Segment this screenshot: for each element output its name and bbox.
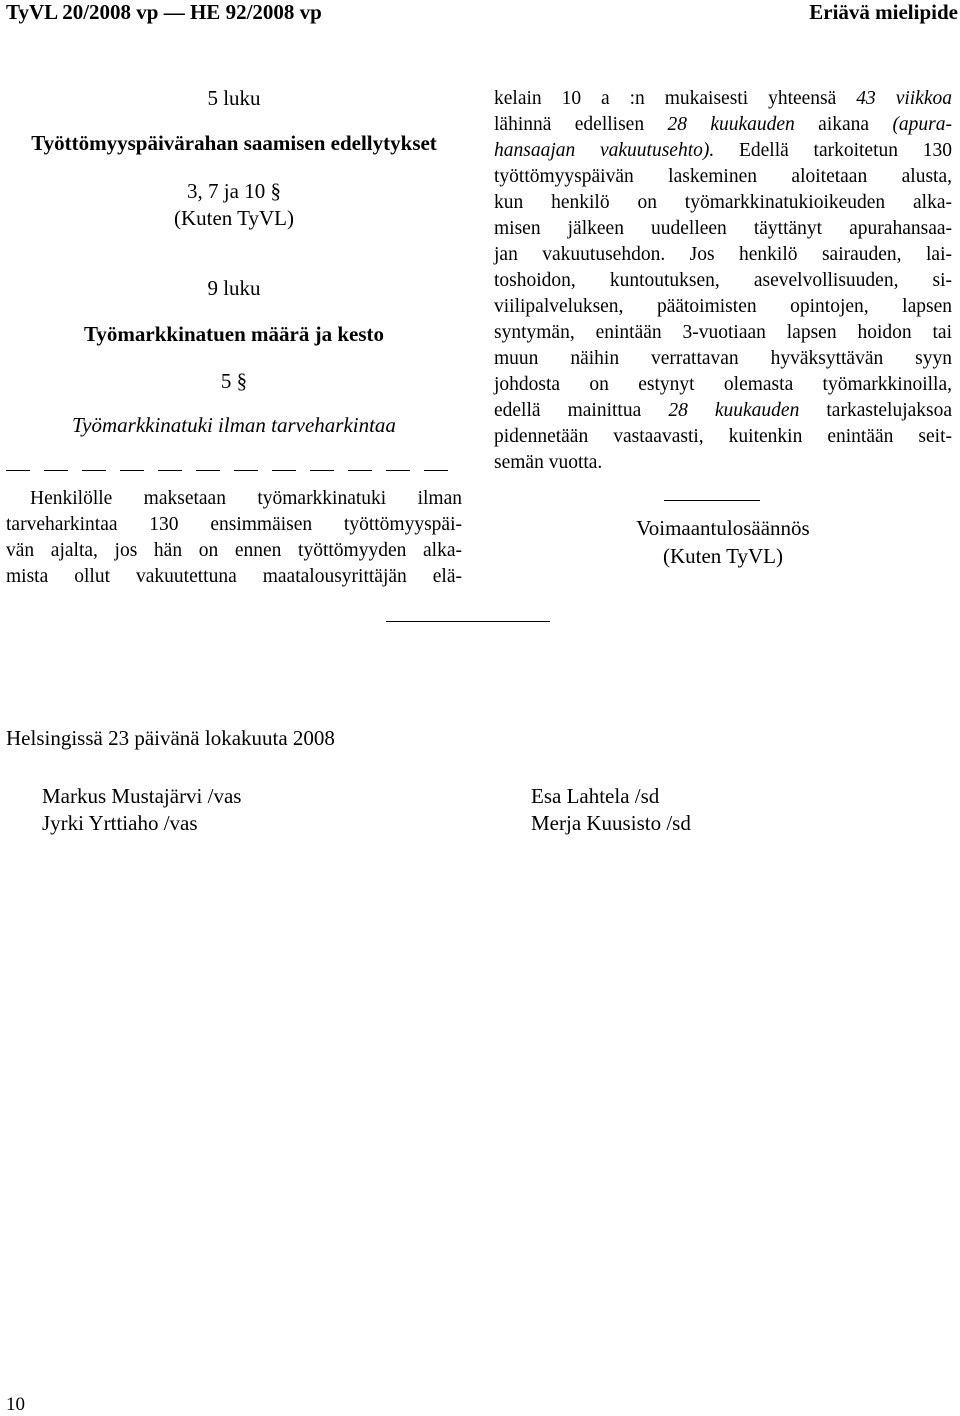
place-and-date: Helsingissä 23 päivänä lokakuuta 2008	[6, 726, 335, 750]
left-paragraph-line: Henkilölle maksetaan työmarkkinatuki ilman	[30, 488, 462, 509]
right-paragraph-line: kelain 10 a :n mukaisesti yhteensä 43 viikkoa	[494, 88, 952, 109]
entry-into-force-note: (Kuten TyVL)	[662, 544, 784, 568]
chapter-9-title: Työmarkkinatuen määrä ja kesto	[83, 322, 385, 346]
right-paragraph-line: muun näihin verrattavan hyväksyttävän syyn	[494, 348, 952, 369]
right-paragraph-line: misen jälkeen uudelleen täyttänyt apurahansaa-	[494, 218, 952, 239]
right-paragraph-line: pidennetään vastaavasti, kuitenkin enintään seit-	[494, 426, 952, 447]
signatory: Merja Kuusisto /sd	[531, 811, 691, 835]
chapter-5-heading: 5 luku	[207, 86, 261, 110]
right-paragraph-line: jan vakuutusehdon. Jos henkilö sairauden, lai-	[494, 244, 952, 265]
section-5-heading: 5 §	[220, 369, 248, 393]
section-divider	[664, 500, 760, 501]
right-paragraph-line: kun henkilö on työmarkkinatukioikeuden alka-	[494, 192, 952, 213]
right-paragraph-line: syntymän, enintään 3-vuotiaan lapsen hoidon tai	[494, 322, 952, 343]
right-paragraph-line: edellä mainittua 28 kuukauden tarkastelujaksoa	[494, 400, 953, 421]
section-5-title: Työmarkkinatuki ilman tarveharkintaa	[72, 413, 396, 437]
right-paragraph-line: lähinnä edellisen 28 kuukauden aikana (apura-	[494, 114, 953, 135]
right-paragraph-line: johdosta on estynyt olemasta työmarkkinoilla,	[494, 374, 952, 395]
page-number: 10	[6, 1394, 25, 1415]
sections-reference: 3, 7 ja 10 §	[187, 179, 281, 203]
left-paragraph-line: tarveharkintaa 130 ensimmäisen työttömyyspäi-	[6, 514, 462, 535]
chapter-9-heading: 9 luku	[207, 276, 261, 300]
chapter-5-title: Työttömyyspäivärahan saamisen edellytykset	[31, 131, 437, 155]
end-divider	[386, 621, 550, 622]
right-paragraph-line: hansaajan vakuutusehto). Edellä tarkoitetun 130	[494, 140, 952, 161]
signatory: Markus Mustajärvi /vas	[42, 784, 242, 808]
right-paragraph-line: työttömyyspäivän laskeminen aloitetaan alusta,	[494, 166, 952, 187]
right-paragraph-last-line: semän vuotta.	[494, 452, 603, 473]
left-paragraph-line: vän ajalta, jos hän on ennen työttömyyden alka-	[6, 540, 462, 561]
right-paragraph-line: viilipalveluksen, päätoimisten opintojen, lapsen	[494, 296, 952, 317]
sections-note: (Kuten TyVL)	[173, 206, 295, 230]
right-paragraph-line: toshoidon, kuntoutuksen, asevelvollisuuden, si-	[494, 270, 952, 291]
entry-into-force-title: Voimaantulosäännös	[636, 516, 810, 540]
signatory: Esa Lahtela /sd	[531, 784, 660, 808]
running-header-right: Eriävä mielipide	[809, 0, 958, 24]
left-paragraph-line: mista ollut vakuutettuna maatalousyrittäjän elä-	[6, 566, 462, 587]
running-header-left: TyVL 20/2008 vp — HE 92/2008 vp	[6, 0, 322, 24]
signatory: Jyrki Yrttiaho /vas	[42, 811, 198, 835]
